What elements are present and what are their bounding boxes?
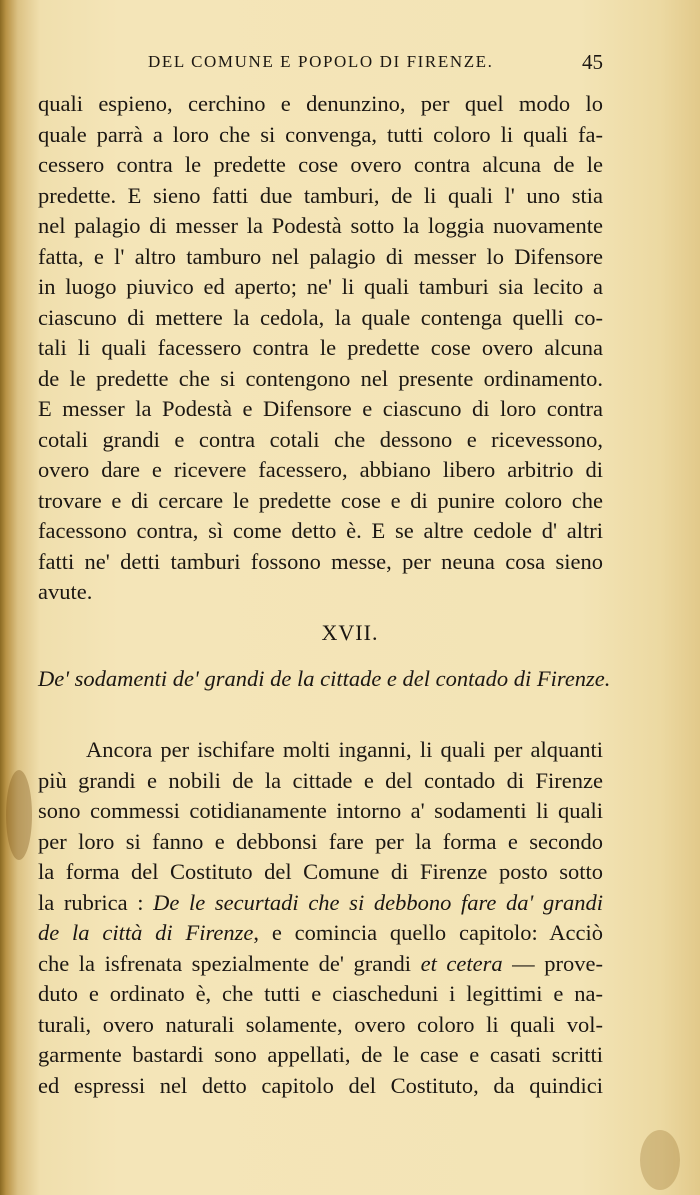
italic-citation: de la città di Firenze	[38, 920, 254, 945]
running-head	[0, 52, 700, 82]
text-line: la forma del Costituto del Comune di Firenze posto sotto	[38, 859, 603, 884]
text-line: quali espieno, cerchino e denunzino, per quel modo lo	[38, 91, 603, 116]
running-title: DEL COMUNE E POPOLO DI FIRENZE.	[148, 52, 494, 71]
text-line: de le predette che si contengono nel presente ordinamento.	[38, 365, 603, 391]
text-line: overo dare e ricevere facessero, abbiano libero arbitrio di	[38, 457, 603, 482]
text-line: garmente bastardi sono appellati, de le case e casati scritti	[38, 1042, 603, 1067]
text-run: — prove-	[502, 950, 603, 976]
text-line: tali li quali facessero contra le predette cose overo alcuna	[38, 335, 603, 360]
text-run: che la isfrenata spezialmente de' grandi	[38, 950, 421, 976]
text-line: fatti ne' detti tamburi fossono messe, per neuna cosa sieno	[38, 548, 603, 574]
paragraph	[38, 89, 603, 608]
page-stain	[6, 770, 32, 860]
section-title: De' sodamenti de' grandi de la cittade e del contado di Firenze.	[38, 666, 611, 691]
text-line	[38, 949, 603, 980]
italic-phrase: et cetera	[420, 950, 503, 976]
text-line: per loro si fanno e debbonsi fare per la forma e secondo	[38, 828, 603, 854]
text-line: sono commessi cotidianamente intorno a' sodamenti li quali	[38, 798, 603, 823]
text-line: cessero contra le predette cose overo contra alcuna de le	[38, 152, 603, 177]
text-line: E messer la Podestà e Difensore e ciascuno di loro contra	[38, 396, 603, 421]
paragraph	[38, 735, 603, 1101]
section-number: XVII.	[321, 620, 379, 645]
text-line: in luogo piuvico ed aperto; ne' li quali tamburi sia lecito a	[38, 274, 603, 299]
text-run: , e comincia quello capitolo: Acciò	[253, 920, 603, 945]
text-line: nel palagio di messer la Podestà sotto la loggia nuovamente	[38, 213, 603, 238]
text-line: duto e ordinato è, che tutti e ciascheduni i legittimi e na-	[38, 981, 603, 1006]
text-line: trovare e di cercare le predette cose e di punire coloro che	[38, 487, 603, 513]
text-line: fatta, e l' altro tamburo nel palagio di messer lo Difensore	[38, 243, 603, 269]
italic-citation: De le securtadi che si debbono fare da' grandi	[153, 889, 604, 915]
text-line: predette. E sieno fatti due tamburi, de li quali l' uno stia	[38, 182, 603, 208]
text-line: cotali grandi e contra cotali che dessono e ricevessono,	[38, 426, 603, 452]
text-line	[38, 918, 603, 949]
text-line: turali, overo naturali solamente, overo coloro li quali vol-	[38, 1011, 603, 1037]
text-line: quale parrà a loro che si convenga, tutti coloro li quali fa-	[38, 121, 603, 147]
text-line: ciascuno di mettere la cedola, la quale contenga quelli co-	[38, 304, 603, 330]
text-line: più grandi e nobili de la cittade e del contado di Firenze	[38, 767, 603, 793]
text-run: la rubrica :	[38, 889, 154, 915]
text-line: avute.	[38, 579, 93, 604]
page-stain	[640, 1130, 680, 1190]
text-line: ed espressi nel detto capitolo del Costituto, da quindici	[38, 1072, 603, 1098]
text-line: Ancora per ischifare molti inganni, li quali per alquanti	[86, 737, 603, 762]
text-line	[38, 888, 603, 919]
page-number: 45	[582, 50, 603, 74]
text-line: facessono contra, sì come detto è. E se altre cedole d' altri	[38, 518, 603, 543]
